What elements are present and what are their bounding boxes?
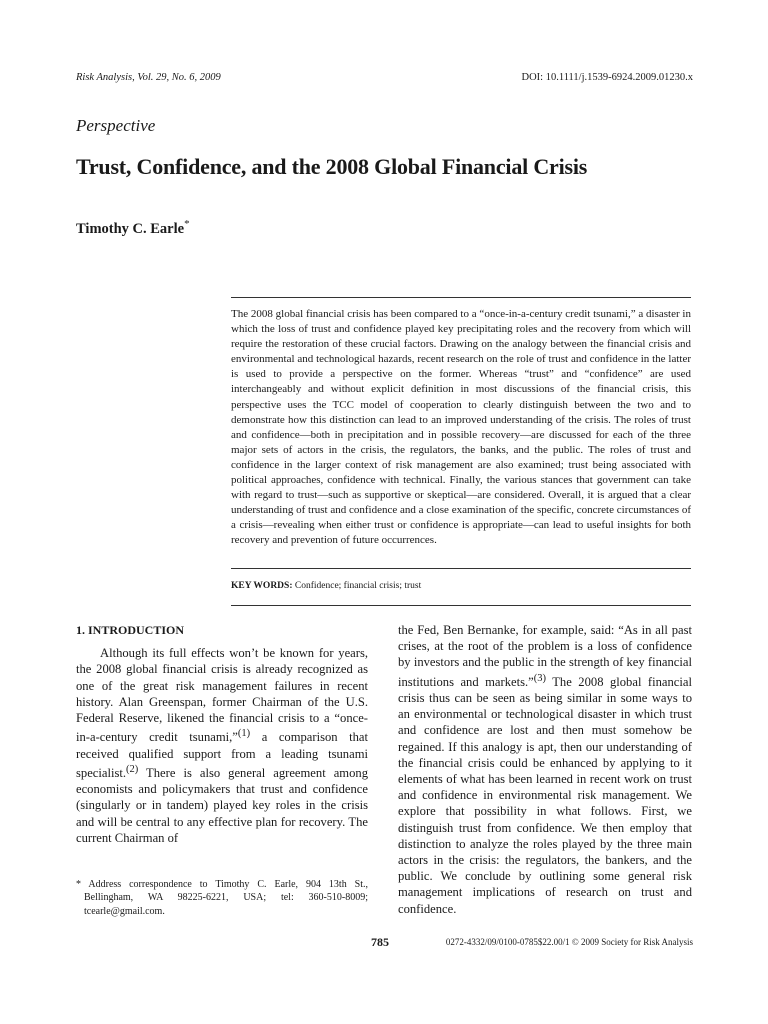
journal-citation: Risk Analysis, Vol. 29, No. 6, 2009 xyxy=(76,72,221,83)
running-header xyxy=(76,72,693,88)
article-title: Trust, Confidence, and the 2008 Global Financial Crisis xyxy=(76,154,588,179)
footnote-text: * Address correspondence to Timothy C. Earle, 904 13th St., Bellingham, WA 98225-6221, USA; tel: 360-510-8009; tcearle@gmail.com. xyxy=(76,879,368,917)
author-footnote-mark: * xyxy=(184,218,190,230)
doi: DOI: 10.1111/j.1539-6924.2009.01230.x xyxy=(521,72,693,83)
abstract-top-rule xyxy=(231,297,691,298)
intro-text-2: a comparison that received qualified support from a leading tsunami specialist. xyxy=(76,730,368,780)
copyright-line: 0272-4332/09/0100-0785$22.00/1 © 2009 Society for Risk Analysis xyxy=(445,937,693,947)
body-column-right xyxy=(398,622,692,917)
body-column-left xyxy=(76,622,368,846)
author-name: Timothy C. Earle xyxy=(76,220,185,237)
intro-text-1: Although its full effects won’t be known for years, the 2008 global financial crisis is already recognized as one of the great risk management failures in recent history. Alan Greenspan, former Chairman of the U.S. Federal Reserve, likened the financial crisis to a “once-in-a-century credit tsunami,” xyxy=(76,646,368,745)
intro-text-5: The 2008 global financial crisis thus can be seen as being similar in some ways to an environmental or technological disaster in which trust and confidence are lost and then must somehow be regained. If this analogy is apt, then our understanding of the financial crisis could be enhanced by applying to it elements of what has been learned in recent work on trust and confidence in environmental risk management. We explore that possibility in what follows. First, we distinguish trust from confidence. We then employ that distinction to analyze the roles played by the three main actors in the crisis: the regulators, the bankers, and the public. We conclude by outlining some general risk management implications of research on trust and confidence. xyxy=(398,674,692,916)
section-heading: 1. INTRODUCTION xyxy=(76,623,185,637)
author-footnote xyxy=(76,878,368,918)
citation-ref: (2) xyxy=(126,763,139,775)
keywords-label: KEY WORDS: xyxy=(231,581,293,591)
citation-ref: (1) xyxy=(237,728,251,740)
keywords xyxy=(231,581,421,591)
abstract-bottom-rule xyxy=(231,568,691,569)
intro-paragraph xyxy=(76,645,368,846)
intro-text-4: the Fed, Ben Bernanke, for example, said: “As in all past crises, at the root of the problem is a loss of confidence by investors and the public in the strength of key financial institutions and markets.” xyxy=(398,623,692,689)
section-type: Perspective xyxy=(76,116,156,135)
intro-paragraph-continued xyxy=(398,622,692,917)
citation-ref: (3) xyxy=(533,672,546,684)
intro-text-3: There is also general agreement among economists and policymakers that trust and confidence (singularly or in tandem) played key roles in the crisis and will be central to any effective plan for recovery. The current Chairman of xyxy=(76,766,368,845)
author-line xyxy=(76,218,190,238)
keywords-terms: Confidence; financial crisis; trust xyxy=(294,581,422,591)
abstract: The 2008 global financial crisis has been compared to a “once-in-a-century credit tsunami,” a disaster in which the loss of trust and confidence played key precipitating roles and the recovery from which will require the restoration of these crucial factors. Drawing on the analogy between the financial crisis and environmental and technological hazards, recent research on the role of trust and confidence in the latter is used to provide a perspective on the former. Whereas “trust” and “confidence” are used interchangeably and without explicit definition in most discussions of the financial crisis, this perspective uses the TCC model of cooperation to clearly distinguish between the two and to demonstrate how this distinction can lead to an improved understanding of the crisis. The roles of trust and confidence—both in precipitation and in possible recovery—are discussed for each of the three major sets of actors in the crisis, the regulators, the banks, and the public. The roles of trust and confidence in the larger context of risk management are also examined; trust being associated with political approaches, confidence with technical. Finally, the various stances that government can take with regard to trust—such as supportive or skeptical—are considered. Overall, it is argued that a clear understanding of trust and confidence and a close examination of the specific, concrete circumstances of a crisis—revealing when either trust or confidence is appropriate—can lead to useful insights for both recovery and prevention of future occurrences. xyxy=(231,308,691,547)
page-number: 785 xyxy=(371,935,389,949)
keywords-rule xyxy=(231,605,691,606)
